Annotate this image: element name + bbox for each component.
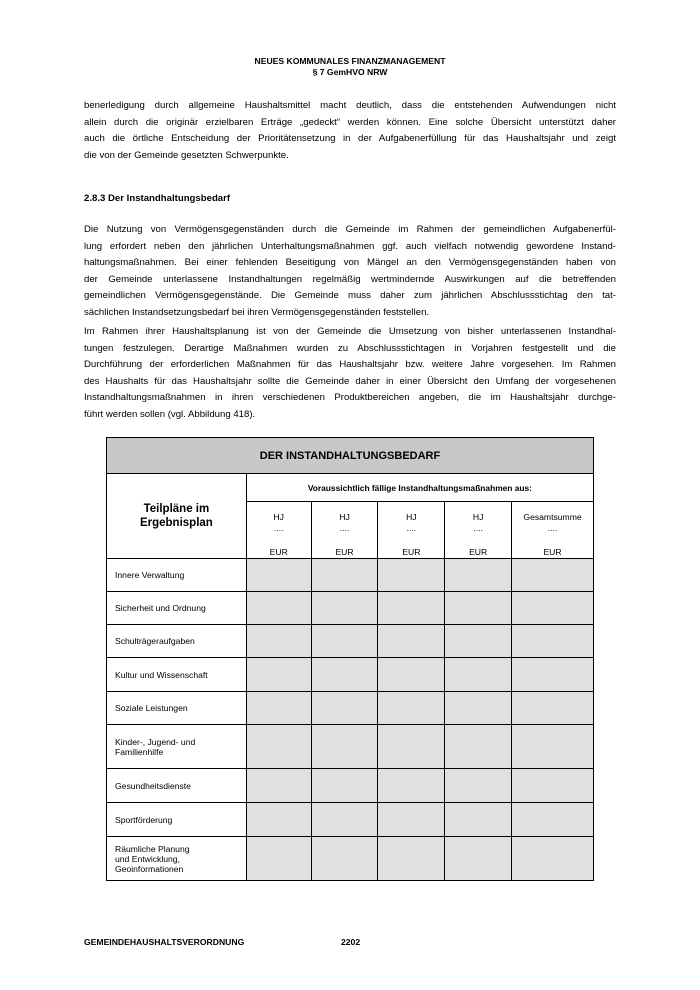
left-header-line-1: Teilpläne im bbox=[143, 503, 210, 515]
paragraph-2-line: Die Nutzung von Vermögensgegenständen durch die Gemeinde im Rahmen der gemeindlichen Aufgabenerfül- bbox=[84, 224, 616, 235]
paragraph-1-line: benerledigung durch allgemeine Haushaltsmittel macht deutlich, dass die entstehenden Aufwendungen nicht bbox=[84, 100, 616, 111]
paragraph-2-line: der Gemeinde unterlassene Instandhaltungen regelmäßig wertmindernde Auswirkungen auf die betreffenden bbox=[84, 273, 616, 285]
table-subheader: Voraussichtlich fällige Instandhaltungsmaßnahmen aus: bbox=[246, 474, 593, 502]
row-label: Kinder-, Jugend- und Familienhilfe bbox=[107, 725, 247, 769]
column-header-top: HJ bbox=[273, 512, 284, 522]
row-label: Sportförderung bbox=[107, 803, 247, 837]
value-cell bbox=[311, 725, 378, 769]
value-cell bbox=[378, 658, 445, 692]
value-cell bbox=[246, 837, 311, 881]
paragraph-1-line: auch die örtliche Entscheidung der Prioritätensetzung in der Aufgabenerfüllung für das Haushaltsjahr und zeigt bbox=[84, 133, 616, 145]
column-header-dots: .... bbox=[339, 523, 350, 533]
value-cell bbox=[311, 559, 378, 592]
section-title: 2.8.3 Der Instandhaltungsbedarf bbox=[84, 193, 231, 204]
value-cell bbox=[246, 625, 311, 658]
instandhaltungsbedarf-table bbox=[106, 437, 594, 881]
column-header bbox=[512, 502, 594, 559]
row-label: Innere Verwaltung bbox=[107, 559, 247, 592]
paragraph-3-line: Instandhaltungsmaßnahmen in ihren verschiedenen Produktbereichen angeben, die im Haushaltsjahr durchge- bbox=[84, 392, 616, 404]
value-cell bbox=[311, 658, 378, 692]
page-header bbox=[0, 56, 700, 78]
value-cell bbox=[311, 692, 378, 725]
value-cell bbox=[378, 769, 445, 803]
paragraph-3-line: Durchführung der erforderlichen Maßnahmen für das Haushaltsjahr bzw. weitere Jahre vorgesehen. Im Rahmen bbox=[84, 359, 616, 371]
column-header-dots: .... bbox=[273, 523, 284, 533]
value-cell bbox=[445, 725, 512, 769]
value-cell bbox=[445, 625, 512, 658]
table-title: DER INSTANDHALTUNGSBEDARF bbox=[107, 438, 594, 474]
column-header-top: HJ bbox=[406, 512, 417, 522]
table-row bbox=[107, 658, 594, 692]
value-cell bbox=[445, 692, 512, 725]
value-cell bbox=[445, 592, 512, 625]
paragraph-3-line: des Haushalts für das Haushaltsjahr sollte die Gemeinde daher in einer Übersicht den Umfang der vorgesehenen bbox=[84, 375, 616, 387]
column-header-unit: EUR bbox=[402, 547, 421, 557]
value-cell bbox=[445, 658, 512, 692]
paragraph-3-line: tungen festzulegen. Derartige Maßnahmen wurden zu Abschlussstichtagen in Vorjahren festgestellt und die bbox=[84, 342, 616, 354]
value-cell bbox=[246, 692, 311, 725]
value-cell bbox=[246, 725, 311, 769]
value-cell bbox=[378, 625, 445, 658]
column-header-dots: .... bbox=[473, 523, 483, 533]
value-cell bbox=[378, 837, 445, 881]
value-cell bbox=[378, 725, 445, 769]
paragraph-3-line: führt werden sollen (vgl. Abbildung 418). bbox=[84, 408, 256, 420]
column-header-unit: EUR bbox=[543, 547, 562, 557]
table-row bbox=[107, 725, 594, 769]
value-cell bbox=[512, 658, 594, 692]
table-row bbox=[107, 692, 594, 725]
row-label: Schulträgeraufgaben bbox=[107, 625, 247, 658]
table-body bbox=[107, 559, 594, 881]
paragraph-1-line: allein durch die originär erzielbaren Erträge „gedeckt“ werden können. Eine solche Übersicht unterstützt daher bbox=[84, 116, 616, 128]
value-cell bbox=[445, 803, 512, 837]
value-cell bbox=[311, 592, 378, 625]
value-cell bbox=[246, 592, 311, 625]
value-cell bbox=[378, 803, 445, 837]
value-cell bbox=[311, 803, 378, 837]
value-cell bbox=[246, 803, 311, 837]
header-line-2: § 7 GemHVO NRW bbox=[312, 67, 388, 77]
row-label: Räumliche Planung und Entwicklung, Geoinformationen bbox=[107, 837, 247, 881]
column-header-dots: .... bbox=[406, 523, 417, 533]
column-header-unit: EUR bbox=[269, 547, 288, 557]
column-header-dots: .... bbox=[547, 523, 558, 533]
column-header-top: HJ bbox=[339, 512, 350, 522]
value-cell bbox=[512, 592, 594, 625]
row-label: Gesundheitsdienste bbox=[107, 769, 247, 803]
table-row bbox=[107, 559, 594, 592]
paragraph-1-line: die von der Gemeinde gesetzten Schwerpunkte. bbox=[84, 149, 289, 161]
value-cell bbox=[445, 837, 512, 881]
value-cell bbox=[378, 559, 445, 592]
column-header-top: Gesamtsumme bbox=[523, 512, 582, 522]
header-line-1: NEUES KOMMUNALES FINANZMANAGEMENT bbox=[254, 56, 446, 66]
value-cell bbox=[378, 692, 445, 725]
value-cell bbox=[246, 559, 311, 592]
table-row bbox=[107, 625, 594, 658]
paragraph-2-line: haltungsmaßnahmen. Bei einer fehlenden Beseitigung von Mängel an den Vermögensgegenständen haben von bbox=[84, 257, 616, 269]
table-row bbox=[107, 592, 594, 625]
value-cell bbox=[512, 625, 594, 658]
value-cell bbox=[311, 769, 378, 803]
paragraph-3-line: Im Rahmen ihrer Haushaltsplanung ist von der Gemeinde die Umsetzung von bisher unterlassenen Instandhal- bbox=[84, 326, 616, 337]
value-cell bbox=[512, 837, 594, 881]
value-cell bbox=[512, 692, 594, 725]
value-cell bbox=[311, 837, 378, 881]
value-cell bbox=[246, 658, 311, 692]
paragraph-1 bbox=[84, 98, 616, 164]
column-header-top: HJ bbox=[472, 512, 484, 522]
paragraph-2 bbox=[84, 222, 616, 322]
value-cell bbox=[311, 625, 378, 658]
value-cell bbox=[246, 769, 311, 803]
value-cell bbox=[512, 803, 594, 837]
value-cell bbox=[512, 769, 594, 803]
paragraph-3 bbox=[84, 324, 616, 424]
value-cell bbox=[512, 725, 594, 769]
column-header bbox=[445, 502, 512, 559]
value-cell bbox=[445, 769, 512, 803]
column-header bbox=[311, 502, 378, 559]
paragraph-2-line: lung erfordert neben den jährlichen Unterhaltungsmaßnahmen ggf. auch vielfach notwendig gewordene Instand- bbox=[84, 240, 616, 252]
table-row bbox=[107, 769, 594, 803]
left-header-line-2: Ergebnisplan bbox=[139, 517, 213, 529]
table-row bbox=[107, 803, 594, 837]
row-label: Sicherheit und Ordnung bbox=[107, 592, 247, 625]
paragraph-2-line: sächlichen Instandsetzungsbedarf bei ihren Vermögensgegenständen feststellen. bbox=[84, 306, 430, 318]
table-left-header bbox=[107, 474, 247, 559]
column-header bbox=[378, 502, 445, 559]
table-row bbox=[107, 837, 594, 881]
column-header-unit: EUR bbox=[335, 547, 354, 557]
column-header-unit: EUR bbox=[469, 547, 488, 557]
value-cell bbox=[378, 592, 445, 625]
value-cell bbox=[512, 559, 594, 592]
value-cell bbox=[445, 559, 512, 592]
row-label: Kultur und Wissenschaft bbox=[107, 658, 247, 692]
row-label: Soziale Leistungen bbox=[107, 692, 247, 725]
footer-title: GEMEINDEHAUSHALTSVERORDNUNG bbox=[84, 937, 245, 947]
paragraph-2-line: gemeindlichen Vermögensgegenstände. Die Gemeinde muss daher zum jährlichen Abschlussstichtag den tat- bbox=[84, 290, 616, 302]
page-number: 2202 bbox=[341, 937, 361, 947]
column-header bbox=[246, 502, 311, 559]
